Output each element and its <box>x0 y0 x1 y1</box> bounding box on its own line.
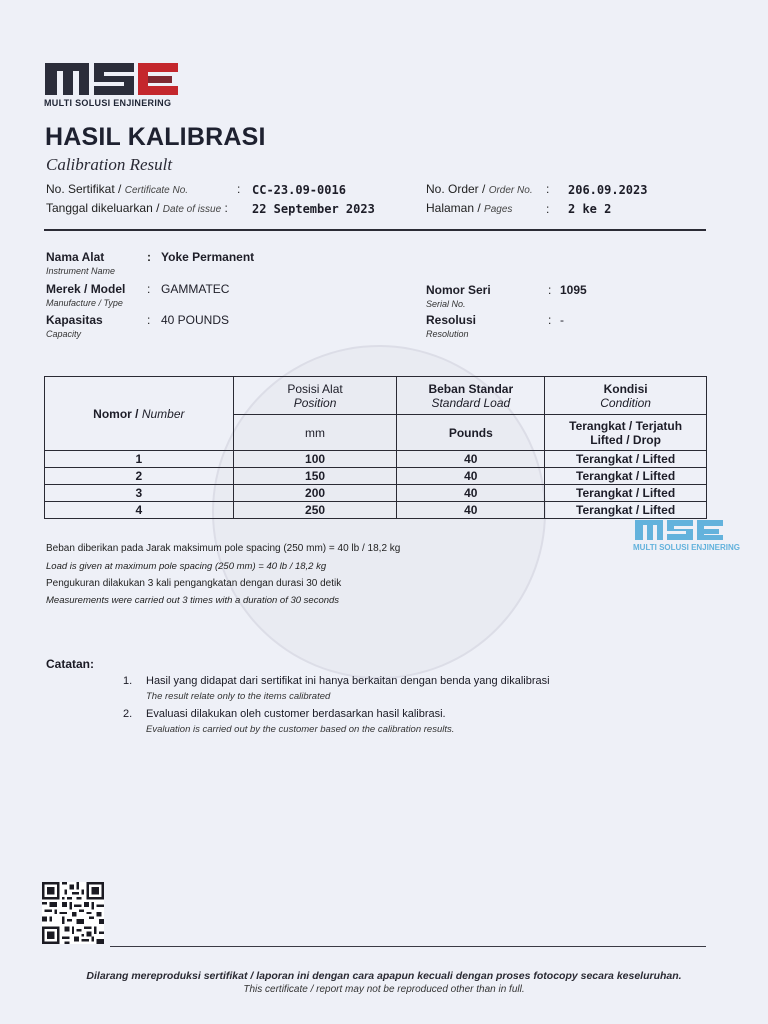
header-divider <box>44 229 706 231</box>
capacity-value: 40 POUNDS <box>161 313 230 327</box>
note-number: 1. <box>123 675 133 687</box>
issue-date-value: 22 September 2023 <box>252 202 375 216</box>
unit-condition: Terangkat / Terjatuh Lifted / Drop <box>545 415 707 451</box>
load-note-en: Load is given at maximum pole spacing (250 mm) = 40 lb / 18,2 kg <box>46 561 327 572</box>
brand-label: Merek / Model <box>46 282 126 296</box>
row-number: 3 <box>45 485 234 502</box>
load-note: Beban diberikan pada Jarak maksimum pole spacing (250 mm) = 40 lb / 18,2 kg <box>46 543 401 554</box>
note-text: Evaluasi dilakukan oleh customer berdasarkan hasil kalibrasi. <box>146 708 446 720</box>
instrument-name-label: Nama Alat <box>46 250 105 264</box>
notes-heading: Catatan: <box>46 657 95 671</box>
unit-position: mm <box>233 415 397 451</box>
brand-value: GAMMATEC <box>161 282 230 296</box>
serial-label: Nomor Seri <box>426 283 491 297</box>
row-position: 200 <box>233 485 397 502</box>
measure-note: Pengukuran dilakukan 3 kali pengangkatan dengan durasi 30 detik <box>46 578 342 589</box>
brand-label-en: Manufacture / Type <box>46 298 123 308</box>
instrument-name-value: Yoke Permanent <box>161 250 255 264</box>
order-label: No. Order / Order No. <box>426 182 533 196</box>
stamp-company-name: MULTI SOLUSI ENJINERING <box>633 543 740 552</box>
unit-load: Pounds <box>397 415 545 451</box>
certificate-value: CC-23.09-0016 <box>252 183 346 197</box>
header-number: Nomor / Number <box>45 377 234 451</box>
table-row <box>45 485 707 502</box>
footer-divider <box>110 946 706 947</box>
row-number: 2 <box>45 468 234 485</box>
order-value: 206.09.2023 <box>568 183 648 197</box>
row-load: 40 <box>397 485 545 502</box>
header-position: Posisi Alat Position <box>233 377 397 415</box>
note-text-en: Evaluation is carried out by the customer based on the calibration results. <box>146 724 455 735</box>
serial-label-en: Serial No. <box>426 299 466 309</box>
resolution-label-en: Resolution <box>426 329 469 339</box>
row-condition: Terangkat / Lifted <box>545 485 707 502</box>
pages-label: Halaman / Pages <box>426 201 513 215</box>
row-position: 150 <box>233 468 397 485</box>
table-row <box>45 502 707 519</box>
header-load: Beban Standar Standard Load <box>397 377 545 415</box>
table-row <box>45 468 707 485</box>
row-load: 40 <box>397 502 545 519</box>
row-load: 40 <box>397 468 545 485</box>
row-condition: Terangkat / Lifted <box>545 468 707 485</box>
row-condition: Terangkat / Lifted <box>545 502 707 519</box>
certificate-label: No. Sertifikat / Certificate No. <box>46 182 189 196</box>
page-title: HASIL KALIBRASI <box>45 123 266 151</box>
row-load: 40 <box>397 451 545 468</box>
company-name: MULTI SOLUSI ENJINERING <box>44 98 172 108</box>
row-position: 100 <box>233 451 397 468</box>
row-position: 250 <box>233 502 397 519</box>
note-text-en: The result relate only to the items calibrated <box>146 691 331 702</box>
header-condition: Kondisi Condition <box>545 377 707 415</box>
resolution-value: - <box>560 313 564 327</box>
note-text: Hasil yang didapat dari sertifikat ini hanya berkaitan dengan benda yang dikalibrasi <box>146 675 550 687</box>
table-row <box>45 451 707 468</box>
footer-notice: Dilarang mereproduksi sertifikat / laporan ini dengan cara apapun kecuali dengan proses fotocopy secara keseluruhan. <box>86 970 682 982</box>
qr-code-icon <box>42 882 104 944</box>
calibration-table <box>44 376 707 519</box>
mse-stamp-icon <box>633 516 743 544</box>
footer-notice-en: This certificate / report may not be reproduced other than in full. <box>243 984 525 995</box>
row-number: 4 <box>45 502 234 519</box>
resolution-label: Resolusi <box>426 313 477 327</box>
note-number: 2. <box>123 708 133 720</box>
row-number: 1 <box>45 451 234 468</box>
page-subtitle: Calibration Result <box>46 155 173 174</box>
serial-value: 1095 <box>560 283 587 297</box>
measure-note-en: Measurements were carried out 3 times with a duration of 30 seconds <box>46 595 340 606</box>
row-condition: Terangkat / Lifted <box>545 451 707 468</box>
capacity-label: Kapasitas <box>46 313 103 327</box>
capacity-label-en: Capacity <box>46 329 82 339</box>
instrument-name-label-en: Instrument Name <box>46 266 116 276</box>
certificate-page: MULTI SOLUSI ENJINERING HASIL KALIBRASI Calibration Result No. Sertifikat / Certificate No. : CC-23.09-0016 Tanggal dikeluarkan / Date of issue : 22 September 2023 No. Order / Order No. : 206.09.2023 Halaman / Pages : 2 ke 2 Nama Alat Instrument Name : Yoke Permanent Merek / Model Manufacture / Type : GAMMATEC Kapasitas Capacity : 40 POUNDS Nomor Seri Serial No. : 1095 Resolusi Resolution : - Nomor / Number Posisi Alat Position Beban Standar Standard Load Kondisi Condition mm Pounds Terangkat / Terjatuh Lifted / Drop 1 100 40 Terangkat / Lifted 2 150 40 Terangkat / Lifted 3 200 40 Terangkat / Lifted 4 250 40 Terangkat / Lifted MULTI SOLUSI ENJINERING Beban diberikan pada Jarak maksimum pole spacing (250 mm) = 40 lb / 18,2 kg Load is given at maximum pole spacing (250 mm) = 40 lb / 18,2 kg Pengukuran dilakukan 3 kali pengangkatan dengan durasi 30 detik Measurements were carried out 3 times with a duration of 30 seconds Catatan: 1. Hasil yang didapat dari sertifikat ini hanya berkaitan dengan benda yang dikalibrasi The result relate only to the items calibrated 2. Evaluasi dilakukan oleh customer berdasarkan hasil kalibrasi. Evaluation is carried out by the customer based on the calibration results. Dilarang mereproduksi sertifikat / laporan ini dengan cara apapun kecuali dengan proses fotocopy secara keseluruhan. This certificate / report may not be reproduced other than in full. <box>0 0 768 1024</box>
issue-date-label: Tanggal dikeluarkan / Date of issue : <box>46 201 228 215</box>
pages-value: 2 ke 2 <box>568 202 612 216</box>
